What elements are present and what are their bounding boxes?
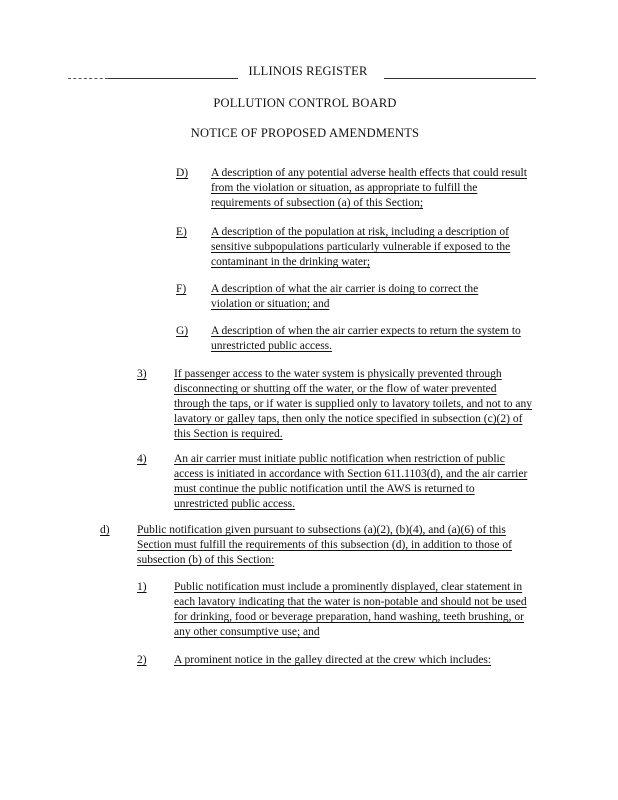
item-d-text: Public notification given pursuant to subsections (a)(2), (b)(4), and (a)(6) of this Section must fulfill the requirements of this subsection (d), in addition to those of subsection (b) of this Section: <box>137 524 512 566</box>
item-3-label: 3) <box>137 368 147 380</box>
notice-title: NOTICE OF PROPOSED AMENDMENTS <box>190 126 420 140</box>
item-d-label: d) <box>100 524 110 536</box>
header-rule-left <box>108 78 238 79</box>
item-d2-text: A prominent notice in the galley directed at the crew which includes: <box>174 654 492 666</box>
agency-title: POLLUTION CONTROL BOARD <box>213 96 397 110</box>
item-E-text: A description of the population at risk, including a description of sensitive subpopulations particularly vulnerable if exposed to the contaminant in the drinking water; <box>211 226 511 268</box>
item-d1-label: 1) <box>137 581 147 593</box>
item-D-text: A description of any potential adverse health effects that could result from the violation or situation, as appropriate to fulfill the requirements of subsection (a) of this Section; <box>211 167 527 209</box>
journal-title: ILLINOIS REGISTER <box>248 64 368 78</box>
item-G-label: G) <box>176 325 189 337</box>
item-d1-text: Public notification must include a prominently displayed, clear statement in each lavatory indicating that the water is non-potable and should not be used for drinking, food or beverage preparation, hand washing, teeth brushing, or any other consumptive use; and <box>174 581 527 638</box>
header-rule-left-dashed <box>68 78 108 79</box>
item-4-text: An air carrier must initiate public notification when restriction of public access is initiated in accordance with Section 611.1103(d), and the air carrier must continue the public notification until the AWS is returned to unrestricted public access. <box>174 453 528 510</box>
header-rule-right <box>384 78 536 79</box>
item-G-text: A description of when the air carrier expects to return the system to unrestricted public access. <box>211 325 521 352</box>
item-3-text: If passenger access to the water system is physically prevented through disconnecting or shutting off the water, or the flow of water prevented through the taps, or if water is supplied only to lavatory toilets, and not to any lavatory or galley taps, then only the notice specified in subsection (c)(2) of this Section is required. <box>174 368 533 440</box>
item-D-label: D) <box>176 167 189 179</box>
item-F-text: A description of what the air carrier is doing to correct the violation or situation; and <box>211 283 479 310</box>
item-d2-label: 2) <box>137 654 147 666</box>
item-F-label: F) <box>176 283 187 295</box>
item-4-label: 4) <box>137 453 147 465</box>
item-E-label: E) <box>176 226 187 238</box>
